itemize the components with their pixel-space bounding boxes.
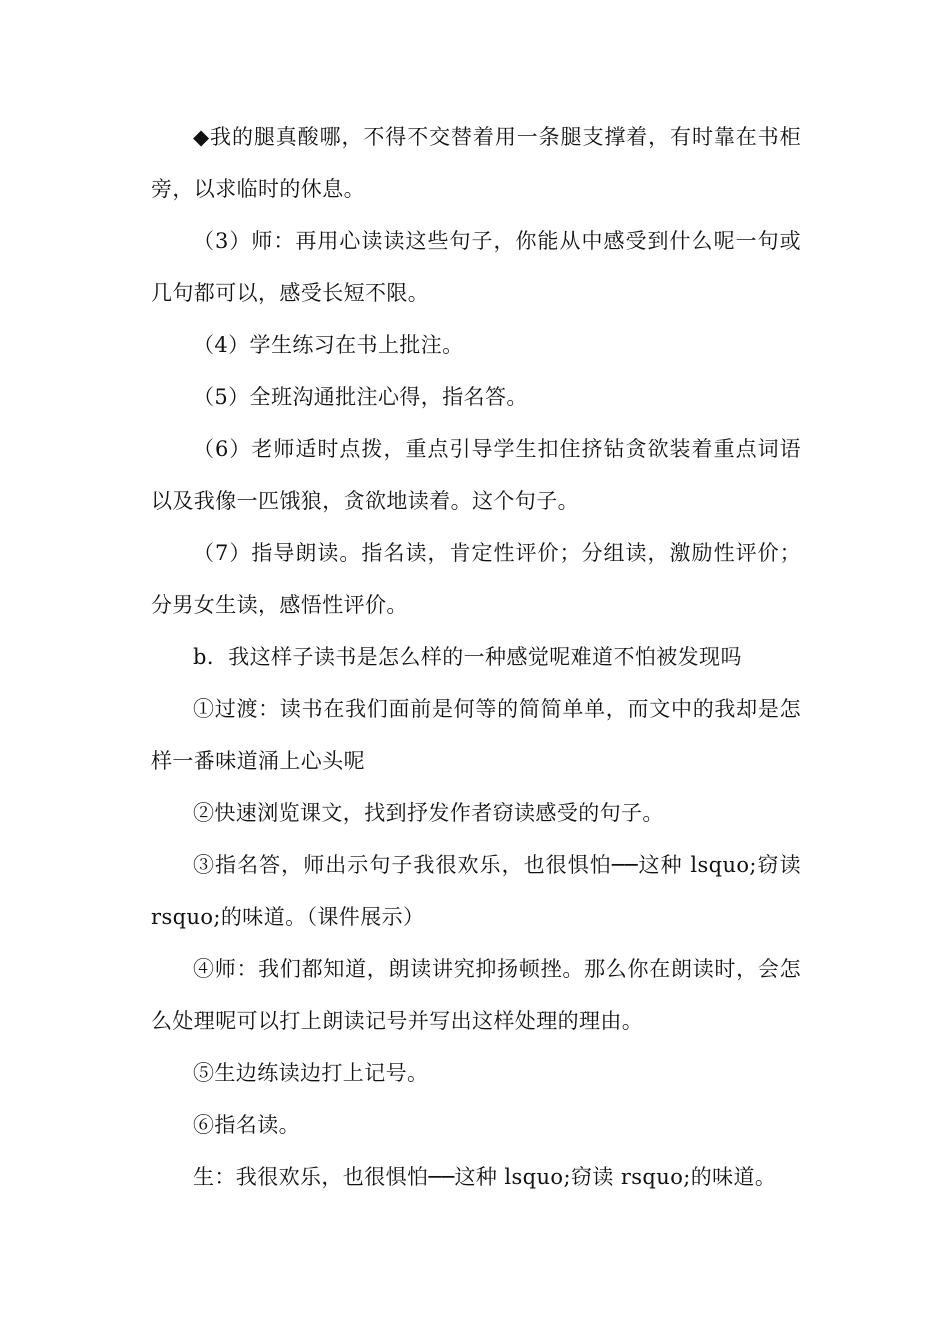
paragraph-13: ⑥指名读。 [193,1113,300,1137]
paragraph-7: b．我这样子读书是怎么样的一种感觉呢难道不怕被发现吗 [193,645,742,669]
paragraph-1: ◆我的腿真酸哪，不得不交替着用一条腿支撑着，有时靠在书柜旁，以求临时的休息。 [151,125,801,201]
document-body [151,111,801,1203]
paragraph-3: （4）学生练习在书上批注。 [193,333,464,357]
paragraph-10: ③指名答，师出示句子我很欢乐，也很惧怕──这种 lsquo;窃读 rsquo;的味道。（课件展示） [151,853,801,929]
paragraph-4: （5）全班沟通批注心得，指名答。 [193,385,528,409]
paragraph-8: ①过渡：读书在我们面前是何等的简简单单，而文中的我却是怎样一番味道涌上心头呢 [151,697,801,773]
paragraph-5: （6）老师适时点拨，重点引导学生扣住挤钻贪欲装着重点词语以及我像一匹饿狼，贪欲地读着。这个句子。 [151,437,801,513]
paragraph-9: ②快速浏览课文，找到抒发作者窃读感受的句子。 [193,801,664,825]
paragraph-14: 生：我很欢乐，也很惧怕──这种 lsquo;窃读 rsquo;的味道。 [193,1165,777,1189]
paragraph-2: （3）师：再用心读读这些句子，你能从中感受到什么呢一句或几句都可以，感受长短不限。 [151,229,801,305]
paragraph-6: （7）指导朗读。指名读，肯定性评价；分组读，激励性评价；分男女生读，感悟性评价。 [151,541,801,617]
paragraph-12: ⑤生边练读边打上记号。 [193,1061,429,1085]
paragraph-11: ④师：我们都知道，朗读讲究抑扬顿挫。那么你在朗读时，会怎么处理呢可以打上朗读记号并写出这样处理的理由。 [151,957,801,1033]
